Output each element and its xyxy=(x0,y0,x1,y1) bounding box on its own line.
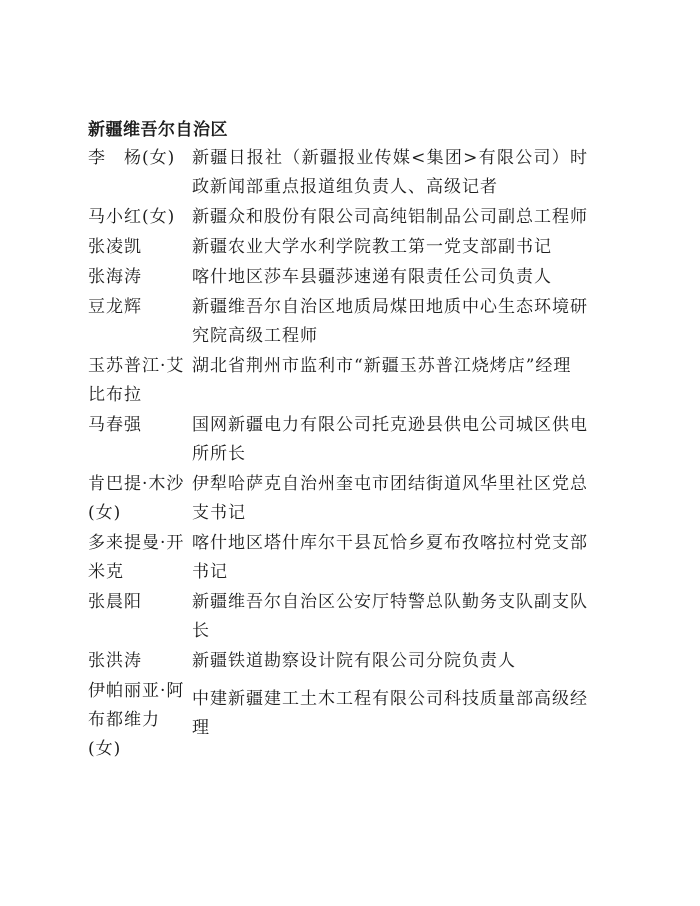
list-item xyxy=(88,293,588,351)
list-item xyxy=(88,470,588,528)
list-item xyxy=(88,203,588,232)
person-position: 湖北省荆州市监利市“新疆玉苏普江烧烤店”经理 xyxy=(192,356,572,376)
list-item xyxy=(88,144,588,202)
person-position: 伊犁哈萨克自治州奎屯市团结街道风华里社区党总支书记 xyxy=(192,474,588,523)
honoree-list xyxy=(88,144,588,765)
person-position: 新疆众和股份有限公司高纯铝制品公司副总工程师 xyxy=(192,207,588,227)
list-item xyxy=(88,352,588,410)
list-item xyxy=(88,647,588,676)
list-item xyxy=(88,411,588,469)
person-name: 马春强 xyxy=(88,415,142,435)
person-position: 新疆农业大学水利学院教工第一党支部副书记 xyxy=(192,237,552,257)
person-name: 张凌凯 xyxy=(88,237,142,257)
person-name: 张晨阳 xyxy=(88,592,142,612)
person-name: 豆龙辉 xyxy=(88,297,142,317)
person-position: 国网新疆电力有限公司托克逊县供电公司城区供电所所长 xyxy=(192,415,588,464)
person-position: 喀什地区莎车县疆莎速递有限责任公司负责人 xyxy=(192,267,552,287)
person-position: 新疆维吾尔自治区公安厅特警总队勤务支队副支队长 xyxy=(192,592,588,641)
person-position: 新疆日报社（新疆报业传媒<集团>有限公司）时政新闻部重点报道组负责人、高级记者 xyxy=(192,148,588,197)
list-item xyxy=(88,263,588,292)
person-name: 张洪涛 xyxy=(88,651,142,671)
section-title: 新疆维吾尔自治区 xyxy=(88,120,228,140)
person-name: 马小红(女) xyxy=(88,207,176,227)
person-position: 中建新疆建工土木工程有限公司科技质量部高级经理 xyxy=(192,689,588,738)
person-name: 肯巴提·木沙(女) xyxy=(88,474,185,523)
person-name: 李 杨(女) xyxy=(88,148,176,168)
person-name: 玉苏普江·艾比布拉 xyxy=(88,356,185,405)
person-position: 喀什地区塔什库尔干县瓦恰乡夏布孜喀拉村党支部书记 xyxy=(192,533,588,582)
person-name: 张海涛 xyxy=(88,267,142,287)
person-name: 多来提曼·开米克 xyxy=(88,533,185,582)
list-item xyxy=(88,677,588,764)
list-item xyxy=(88,529,588,587)
person-name: 伊帕丽亚·阿布都维力(女) xyxy=(88,681,185,759)
list-item xyxy=(88,588,588,646)
list-item xyxy=(88,233,588,262)
person-position: 新疆铁道勘察设计院有限公司分院负责人 xyxy=(192,651,516,671)
person-position: 新疆维吾尔自治区地质局煤田地质中心生态环境研究院高级工程师 xyxy=(192,297,588,346)
